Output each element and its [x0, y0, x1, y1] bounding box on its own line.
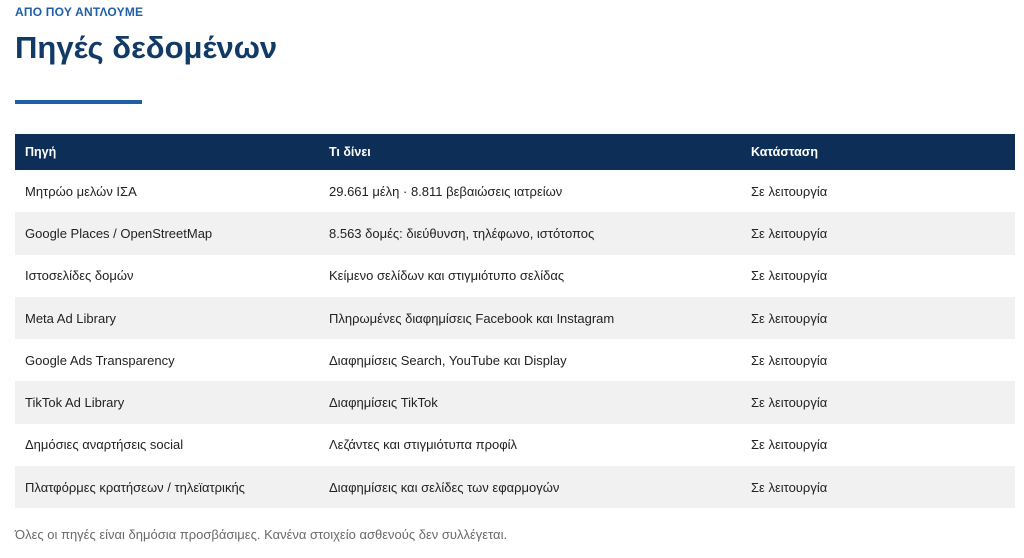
- table-row: [15, 170, 1015, 212]
- cell-gives: Διαφημίσεις TikTok: [329, 395, 438, 411]
- table-row: [15, 212, 1015, 254]
- cell-status: Σε λειτουργία: [751, 352, 828, 368]
- cell-source: Google Places / OpenStreetMap: [25, 225, 213, 241]
- cell-source: Meta Ad Library: [25, 310, 117, 326]
- cell-status: Σε λειτουργία: [751, 479, 828, 495]
- cell-status: Σε λειτουργία: [751, 310, 828, 326]
- cell-status: Σε λειτουργία: [751, 183, 828, 199]
- table-body: [15, 170, 1015, 508]
- table-row: [15, 466, 1015, 508]
- cell-status: Σε λειτουργία: [751, 395, 828, 411]
- cell-status: Σε λειτουργία: [751, 225, 828, 241]
- cell-gives: Διαφημίσεις και σελίδες των εφαρμογών: [329, 479, 560, 495]
- table-row: [15, 255, 1015, 297]
- column-header-status: Κατάσταση: [751, 145, 818, 159]
- table-row: [15, 339, 1015, 381]
- table-row: [15, 424, 1015, 466]
- column-header-source: Πηγή: [25, 145, 57, 159]
- cell-gives: 8.563 δομές: διεύθυνση, τηλέφωνο, ιστότοπος: [329, 225, 595, 241]
- cell-gives: 29.661 μέλη · 8.811 βεβαιώσεις ιατρείων: [329, 183, 563, 199]
- cell-source: Ιστοσελίδες δομών: [25, 268, 134, 284]
- cell-gives: Διαφημίσεις Search, YouTube και Display: [329, 352, 567, 368]
- table-row: [15, 381, 1015, 423]
- cell-source: TikTok Ad Library: [25, 395, 125, 411]
- cell-source: Google Ads Transparency: [25, 352, 175, 368]
- page-title: Πηγές δεδομένων: [15, 30, 278, 65]
- data-sources-table: [15, 134, 1015, 508]
- cell-gives: Πληρωμένες διαφημίσεις Facebook και Instagram: [329, 310, 615, 326]
- table-row: [15, 297, 1015, 339]
- section-eyebrow: ΑΠΟ ΠΟΥ ΑΝΤΛΟΥΜΕ: [15, 5, 144, 19]
- table-header: [15, 134, 1015, 170]
- column-header-gives: Τι δίνει: [329, 145, 371, 159]
- cell-status: Σε λειτουργία: [751, 268, 828, 284]
- cell-gives: Κείμενο σελίδων και στιγμιότυπο σελίδας: [329, 268, 565, 284]
- cell-gives: Λεζάντες και στιγμιότυπα προφίλ: [329, 437, 518, 453]
- title-underline: [15, 100, 142, 104]
- cell-source: Δημόσιες αναρτήσεις social: [25, 437, 184, 453]
- cell-status: Σε λειτουργία: [751, 437, 828, 453]
- cell-source: Πλατφόρμες κρατήσεων / τηλεϊατρικής: [25, 479, 245, 495]
- cell-source: Μητρώο μελών ΙΣΑ: [25, 183, 137, 199]
- footnote: Όλες οι πηγές είναι δημόσια προσβάσιμες. Κανένα στοιχείο ασθενούς δεν συλλέγεται.: [15, 527, 508, 542]
- table-header-row: [15, 134, 1015, 170]
